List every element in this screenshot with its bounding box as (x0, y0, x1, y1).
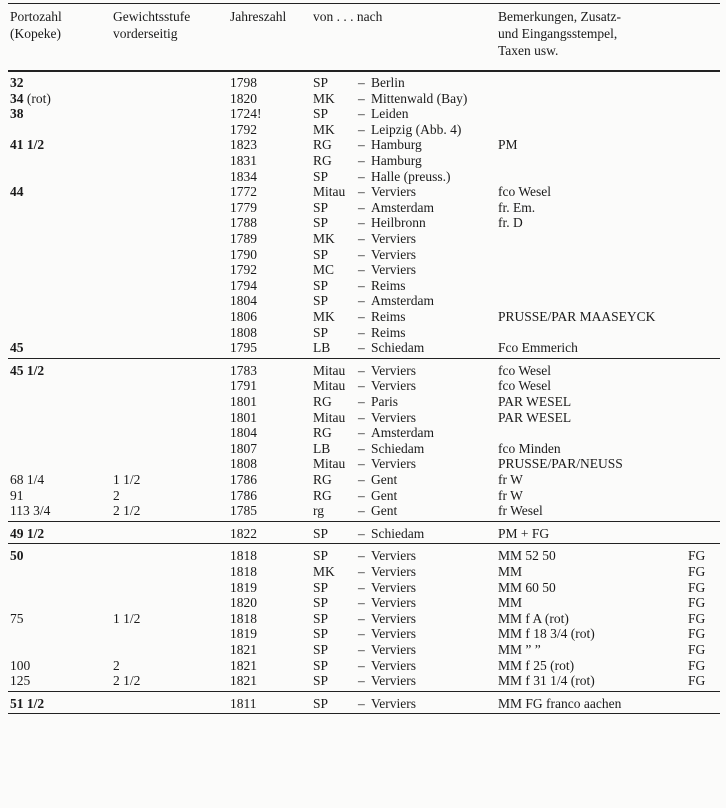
route-to-cell: Reims (371, 324, 406, 340)
jahreszahl-cell: 1808 (230, 324, 257, 340)
jahreszahl-cell: 1804 (230, 425, 257, 441)
route-dash: – (358, 199, 365, 215)
gewichtsstufe-cell: 2 (113, 657, 120, 673)
route-from-cell: MC (313, 262, 335, 278)
table-row (0, 339, 726, 356)
bemerkung-cell: PM (498, 137, 518, 153)
route-dash: – (358, 137, 365, 153)
route-dash: – (358, 184, 365, 200)
jahreszahl-cell: 1785 (230, 503, 257, 519)
route-to-cell: Gent (371, 487, 398, 503)
route-from-cell: SP (313, 215, 329, 231)
fg-stamp-cell: FG (688, 548, 706, 564)
jahreszahl-cell: 1823 (230, 137, 257, 153)
route-to-cell: Hamburg (371, 153, 422, 168)
jahreszahl-cell: 1820 (230, 595, 257, 611)
route-dash: – (358, 215, 365, 231)
route-to-cell: Amsterdam (371, 425, 434, 441)
table-row (0, 74, 726, 91)
route-to-cell: Reims (371, 277, 406, 293)
route-dash: – (358, 277, 365, 293)
route-from-cell: LB (313, 440, 331, 456)
route-from-cell: RG (313, 394, 332, 409)
portozahl-cell: 50 (10, 548, 24, 564)
route-to-cell: Verviers (371, 409, 416, 425)
bemerkung-cell: MM f 18 3/4 (rot) (498, 626, 595, 642)
jahreszahl-cell: 1786 (230, 487, 257, 503)
bemerkung-cell: fr W (498, 472, 523, 487)
table-row (0, 610, 726, 627)
table-row (0, 547, 726, 564)
route-to-cell: Verviers (371, 642, 416, 657)
portozahl-cell: 75 (10, 610, 24, 626)
jahreszahl-cell: 1831 (230, 153, 257, 168)
route-to-cell: Verviers (371, 456, 416, 472)
route-to-cell: Reims (371, 309, 406, 324)
fg-stamp-cell: FG (688, 564, 706, 579)
table-row (0, 277, 726, 294)
portozahl-cell: 49 1/2 (10, 525, 45, 541)
table-row (0, 183, 726, 200)
portozahl-cell: 45 (10, 340, 24, 356)
bemerkung-cell: fr. Em. (498, 199, 536, 215)
portozahl-note: (rot) (23, 90, 51, 106)
route-to-cell: Verviers (371, 246, 416, 262)
route-dash: – (358, 309, 365, 324)
route-from-cell: SP (313, 293, 329, 309)
fg-stamp-cell: FG (688, 626, 706, 642)
bemerkung-cell: MM f 31 1/4 (rot) (498, 673, 595, 689)
jahreszahl-cell: 1818 (230, 548, 257, 564)
gewichtsstufe-cell: 2 (113, 487, 120, 503)
route-dash: – (358, 262, 365, 278)
jahreszahl-cell: 1834 (230, 168, 257, 184)
table-row (0, 471, 726, 488)
route-from-cell: MK (313, 309, 335, 324)
route-to-cell: Heilbronn (371, 215, 426, 231)
jahreszahl-cell: 1786 (230, 472, 257, 487)
route-dash: – (358, 548, 365, 564)
portozahl-cell: 51 1/2 (10, 695, 45, 711)
route-to-cell: Verviers (371, 564, 416, 579)
jahreszahl-cell: 1792 (230, 121, 257, 137)
table-row (0, 579, 726, 596)
table-row (0, 90, 726, 107)
route-dash: – (358, 168, 365, 184)
route-dash: – (358, 340, 365, 356)
route-dash: – (358, 525, 365, 541)
route-dash: – (358, 409, 365, 425)
table-row (0, 105, 726, 122)
table-row (0, 487, 726, 504)
route-from-cell: RG (313, 425, 332, 441)
route-dash: – (358, 579, 365, 595)
jahreszahl-cell: 1807 (230, 440, 257, 456)
jahreszahl-cell: 1772 (230, 184, 257, 200)
route-dash: – (358, 642, 365, 657)
bemerkung-cell: MM 52 50 (498, 548, 556, 564)
route-from-cell: SP (313, 324, 329, 340)
jahreszahl-cell: 1819 (230, 626, 257, 642)
table-row (0, 502, 726, 519)
table-row (0, 695, 726, 712)
portozahl-cell: 32 (10, 75, 24, 90)
gewichtsstufe-cell: 2 1/2 (113, 503, 141, 519)
route-from-cell: SP (313, 548, 329, 564)
table-row (0, 199, 726, 216)
portozahl-cell: 45 1/2 (10, 362, 45, 378)
bemerkung-cell: MM 60 50 (498, 579, 556, 595)
route-from-cell: SP (313, 673, 329, 689)
route-to-cell: Mittenwald (Bay) (371, 90, 468, 106)
jahreszahl-cell: 1819 (230, 579, 257, 595)
bemerkung-cell: MM f 25 (rot) (498, 657, 575, 673)
bemerkung-cell: fr Wesel (498, 503, 543, 519)
route-to-cell: Verviers (371, 610, 416, 626)
bemerkung-cell: PRUSSE/PAR MAASEYCK (498, 309, 656, 324)
jahreszahl-cell: 1804 (230, 293, 257, 309)
route-from-cell: SP (313, 168, 329, 184)
group-rule (8, 543, 720, 544)
top-rule (8, 3, 720, 4)
route-to-cell: Schiedam (371, 525, 425, 541)
table-row (0, 393, 726, 410)
route-dash: – (358, 440, 365, 456)
route-to-cell: Verviers (371, 548, 416, 564)
header-jahreszahl: Jahreszahl (230, 9, 287, 24)
route-from-cell: MK (313, 231, 335, 246)
route-dash: – (358, 394, 365, 409)
route-from-cell: SP (313, 199, 329, 215)
table-row (0, 455, 726, 472)
route-dash: – (358, 472, 365, 487)
table-row (0, 377, 726, 394)
portozahl-cell: 91 (10, 487, 24, 503)
route-to-cell: Halle (preuss.) (371, 168, 451, 184)
table-row (0, 246, 726, 263)
jahreszahl-cell: 1795 (230, 340, 257, 356)
route-from-cell: SP (313, 595, 329, 611)
route-from-cell: Mitau (313, 456, 346, 472)
portozahl-cell: 44 (10, 184, 24, 200)
jahreszahl-cell: 1788 (230, 215, 257, 231)
route-from-cell: SP (313, 695, 329, 711)
bemerkung-cell: fco Minden (498, 440, 561, 456)
table-row (0, 525, 726, 542)
jahreszahl-cell: 1798 (230, 75, 257, 90)
jahreszahl-cell: 1801 (230, 394, 257, 409)
fg-stamp-cell: FG (688, 642, 706, 657)
route-from-cell: Mitau (313, 362, 346, 378)
header-gewichtsstufe: Gewichtsstufe vorderseitig (113, 9, 191, 41)
route-from-cell: RG (313, 472, 332, 487)
table-row (0, 121, 726, 138)
route-dash: – (358, 657, 365, 673)
group-rule (8, 521, 720, 522)
table-row (0, 308, 726, 325)
route-to-cell: Gent (371, 472, 398, 487)
jahreszahl-cell: 1818 (230, 564, 257, 579)
route-from-cell: Mitau (313, 184, 346, 200)
route-to-cell: Amsterdam (371, 293, 434, 309)
route-from-cell: SP (313, 75, 329, 90)
table-row (0, 230, 726, 247)
bemerkung-cell: fco Wesel (498, 362, 552, 378)
route-to-cell: Verviers (371, 262, 416, 278)
route-from-cell: RG (313, 153, 332, 168)
route-to-cell: Verviers (371, 695, 416, 711)
portozahl-cell: 100 (10, 657, 31, 673)
route-from-cell: Mitau (313, 378, 346, 394)
route-dash: – (358, 425, 365, 441)
table-row (0, 672, 726, 689)
table-row (0, 324, 726, 341)
header-portozahl: Portozahl (Kopeke) (10, 9, 62, 41)
jahreszahl-cell: 1791 (230, 378, 257, 394)
bemerkung-cell: MM f A (rot) (498, 610, 569, 626)
jahreszahl-cell: 1779 (230, 199, 257, 215)
route-dash: – (358, 121, 365, 137)
bemerkung-cell: PRUSSE/PAR/NEUSS (498, 456, 623, 472)
group-rule (8, 713, 720, 714)
jahreszahl-cell: 1789 (230, 231, 257, 246)
table-row (0, 214, 726, 231)
fg-stamp-cell: FG (688, 673, 706, 689)
route-to-cell: Verviers (371, 184, 416, 200)
route-dash: – (358, 246, 365, 262)
portozahl-cell: 125 (10, 673, 31, 689)
bemerkung-cell: MM (498, 595, 523, 611)
bemerkung-cell: MM ” ” (498, 642, 541, 657)
route-dash: – (358, 324, 365, 340)
route-to-cell: Schiedam (371, 340, 425, 356)
bemerkung-cell: PAR WESEL (498, 409, 572, 425)
route-dash: – (358, 231, 365, 246)
jahreszahl-cell: 1820 (230, 90, 257, 106)
route-from-cell: MK (313, 90, 335, 106)
portozahl-cell: 41 1/2 (10, 137, 45, 153)
jahreszahl-cell: 1821 (230, 657, 257, 673)
table-row (0, 261, 726, 278)
route-to-cell: Amsterdam (371, 199, 434, 215)
route-from-cell: SP (313, 610, 329, 626)
jahreszahl-cell: 1792 (230, 262, 257, 278)
header-route: von . . . nach (313, 9, 383, 24)
route-to-cell: Berlin (371, 75, 405, 90)
portozahl-cell: 38 (10, 106, 24, 122)
route-from-cell: SP (313, 525, 329, 541)
route-to-cell: Verviers (371, 231, 416, 246)
route-to-cell: Paris (371, 394, 398, 409)
route-from-cell: SP (313, 579, 329, 595)
route-dash: – (358, 153, 365, 168)
route-dash: – (358, 362, 365, 378)
bemerkung-cell: PM + FG (498, 525, 550, 541)
route-dash: – (358, 503, 365, 519)
gewichtsstufe-cell: 2 1/2 (113, 673, 141, 689)
route-from-cell: SP (313, 626, 329, 642)
portozahl-cell: 34 (rot) (10, 90, 51, 106)
route-to-cell: Verviers (371, 626, 416, 642)
route-dash: – (358, 626, 365, 642)
fg-stamp-cell: FG (688, 610, 706, 626)
route-dash: – (358, 564, 365, 579)
route-dash: – (358, 75, 365, 90)
route-to-cell: Leiden (371, 106, 409, 122)
route-from-cell: RG (313, 137, 332, 153)
bemerkung-cell: fr W (498, 487, 523, 503)
route-dash: – (358, 456, 365, 472)
route-from-cell: MK (313, 564, 335, 579)
table-row (0, 563, 726, 580)
fg-stamp-cell: FG (688, 579, 706, 595)
bemerkung-cell: fr. D (498, 215, 523, 231)
route-from-cell: SP (313, 657, 329, 673)
bemerkung-cell: PAR WESEL (498, 394, 572, 409)
route-to-cell: Gent (371, 503, 398, 519)
route-from-cell: rg (313, 503, 325, 519)
route-dash: – (358, 378, 365, 394)
table-row (0, 409, 726, 426)
group-rule (8, 691, 720, 692)
bemerkung-cell: Fco Emmerich (498, 340, 578, 356)
bemerkung-cell: fco Wesel (498, 184, 552, 200)
route-to-cell: Verviers (371, 673, 416, 689)
jahreszahl-cell: 1801 (230, 409, 257, 425)
route-dash: – (358, 106, 365, 122)
table-row (0, 424, 726, 441)
route-from-cell: SP (313, 277, 329, 293)
portozahl-cell: 113 3/4 (10, 503, 51, 519)
bemerkung-cell: MM (498, 564, 523, 579)
route-from-cell: MK (313, 121, 335, 137)
route-to-cell: Schiedam (371, 440, 425, 456)
table-row (0, 625, 726, 642)
jahreszahl-cell: 1808 (230, 456, 257, 472)
gewichtsstufe-cell: 1 1/2 (113, 610, 141, 626)
portozahl-cell: 68 1/4 (10, 472, 45, 487)
route-to-cell: Verviers (371, 595, 416, 611)
route-dash: – (358, 487, 365, 503)
route-from-cell: Mitau (313, 409, 346, 425)
table-row (0, 657, 726, 674)
bemerkung-cell: MM FG franco aachen (498, 695, 622, 711)
jahreszahl-cell: 1818 (230, 610, 257, 626)
route-dash: – (358, 595, 365, 611)
jahreszahl-cell: 1724! (230, 106, 262, 122)
route-to-cell: Verviers (371, 579, 416, 595)
fg-stamp-cell: FG (688, 595, 706, 611)
table-row (0, 136, 726, 153)
route-from-cell: SP (313, 642, 329, 657)
route-to-cell: Verviers (371, 362, 416, 378)
jahreszahl-cell: 1790 (230, 246, 257, 262)
jahreszahl-cell: 1811 (230, 695, 257, 711)
table-row (0, 362, 726, 379)
fg-stamp-cell: FG (688, 657, 706, 673)
route-from-cell: RG (313, 487, 332, 503)
route-to-cell: Verviers (371, 378, 416, 394)
route-dash: – (358, 90, 365, 106)
jahreszahl-cell: 1806 (230, 309, 257, 324)
header-rule (8, 70, 720, 72)
route-to-cell: Leipzig (Abb. 4) (371, 121, 462, 137)
route-dash: – (358, 673, 365, 689)
jahreszahl-cell: 1794 (230, 277, 257, 293)
route-to-cell: Verviers (371, 657, 416, 673)
route-to-cell: Hamburg (371, 137, 422, 153)
route-from-cell: SP (313, 106, 329, 122)
route-dash: – (358, 293, 365, 309)
jahreszahl-cell: 1821 (230, 642, 257, 657)
table-row (0, 594, 726, 611)
table-row (0, 440, 726, 457)
route-dash: – (358, 610, 365, 626)
route-from-cell: SP (313, 246, 329, 262)
table-row (0, 292, 726, 309)
table-row (0, 152, 726, 169)
jahreszahl-cell: 1783 (230, 362, 257, 378)
route-from-cell: LB (313, 340, 331, 356)
table-row (0, 168, 726, 185)
jahreszahl-cell: 1822 (230, 525, 257, 541)
route-dash: – (358, 695, 365, 711)
header-bemerkungen: Bemerkungen, Zusatz- und Eingangsstempel, Taxen usw. (498, 9, 621, 58)
table-row (0, 641, 726, 658)
bemerkung-cell: fco Wesel (498, 378, 552, 394)
jahreszahl-cell: 1821 (230, 673, 257, 689)
gewichtsstufe-cell: 1 1/2 (113, 472, 141, 487)
group-rule (8, 358, 720, 359)
